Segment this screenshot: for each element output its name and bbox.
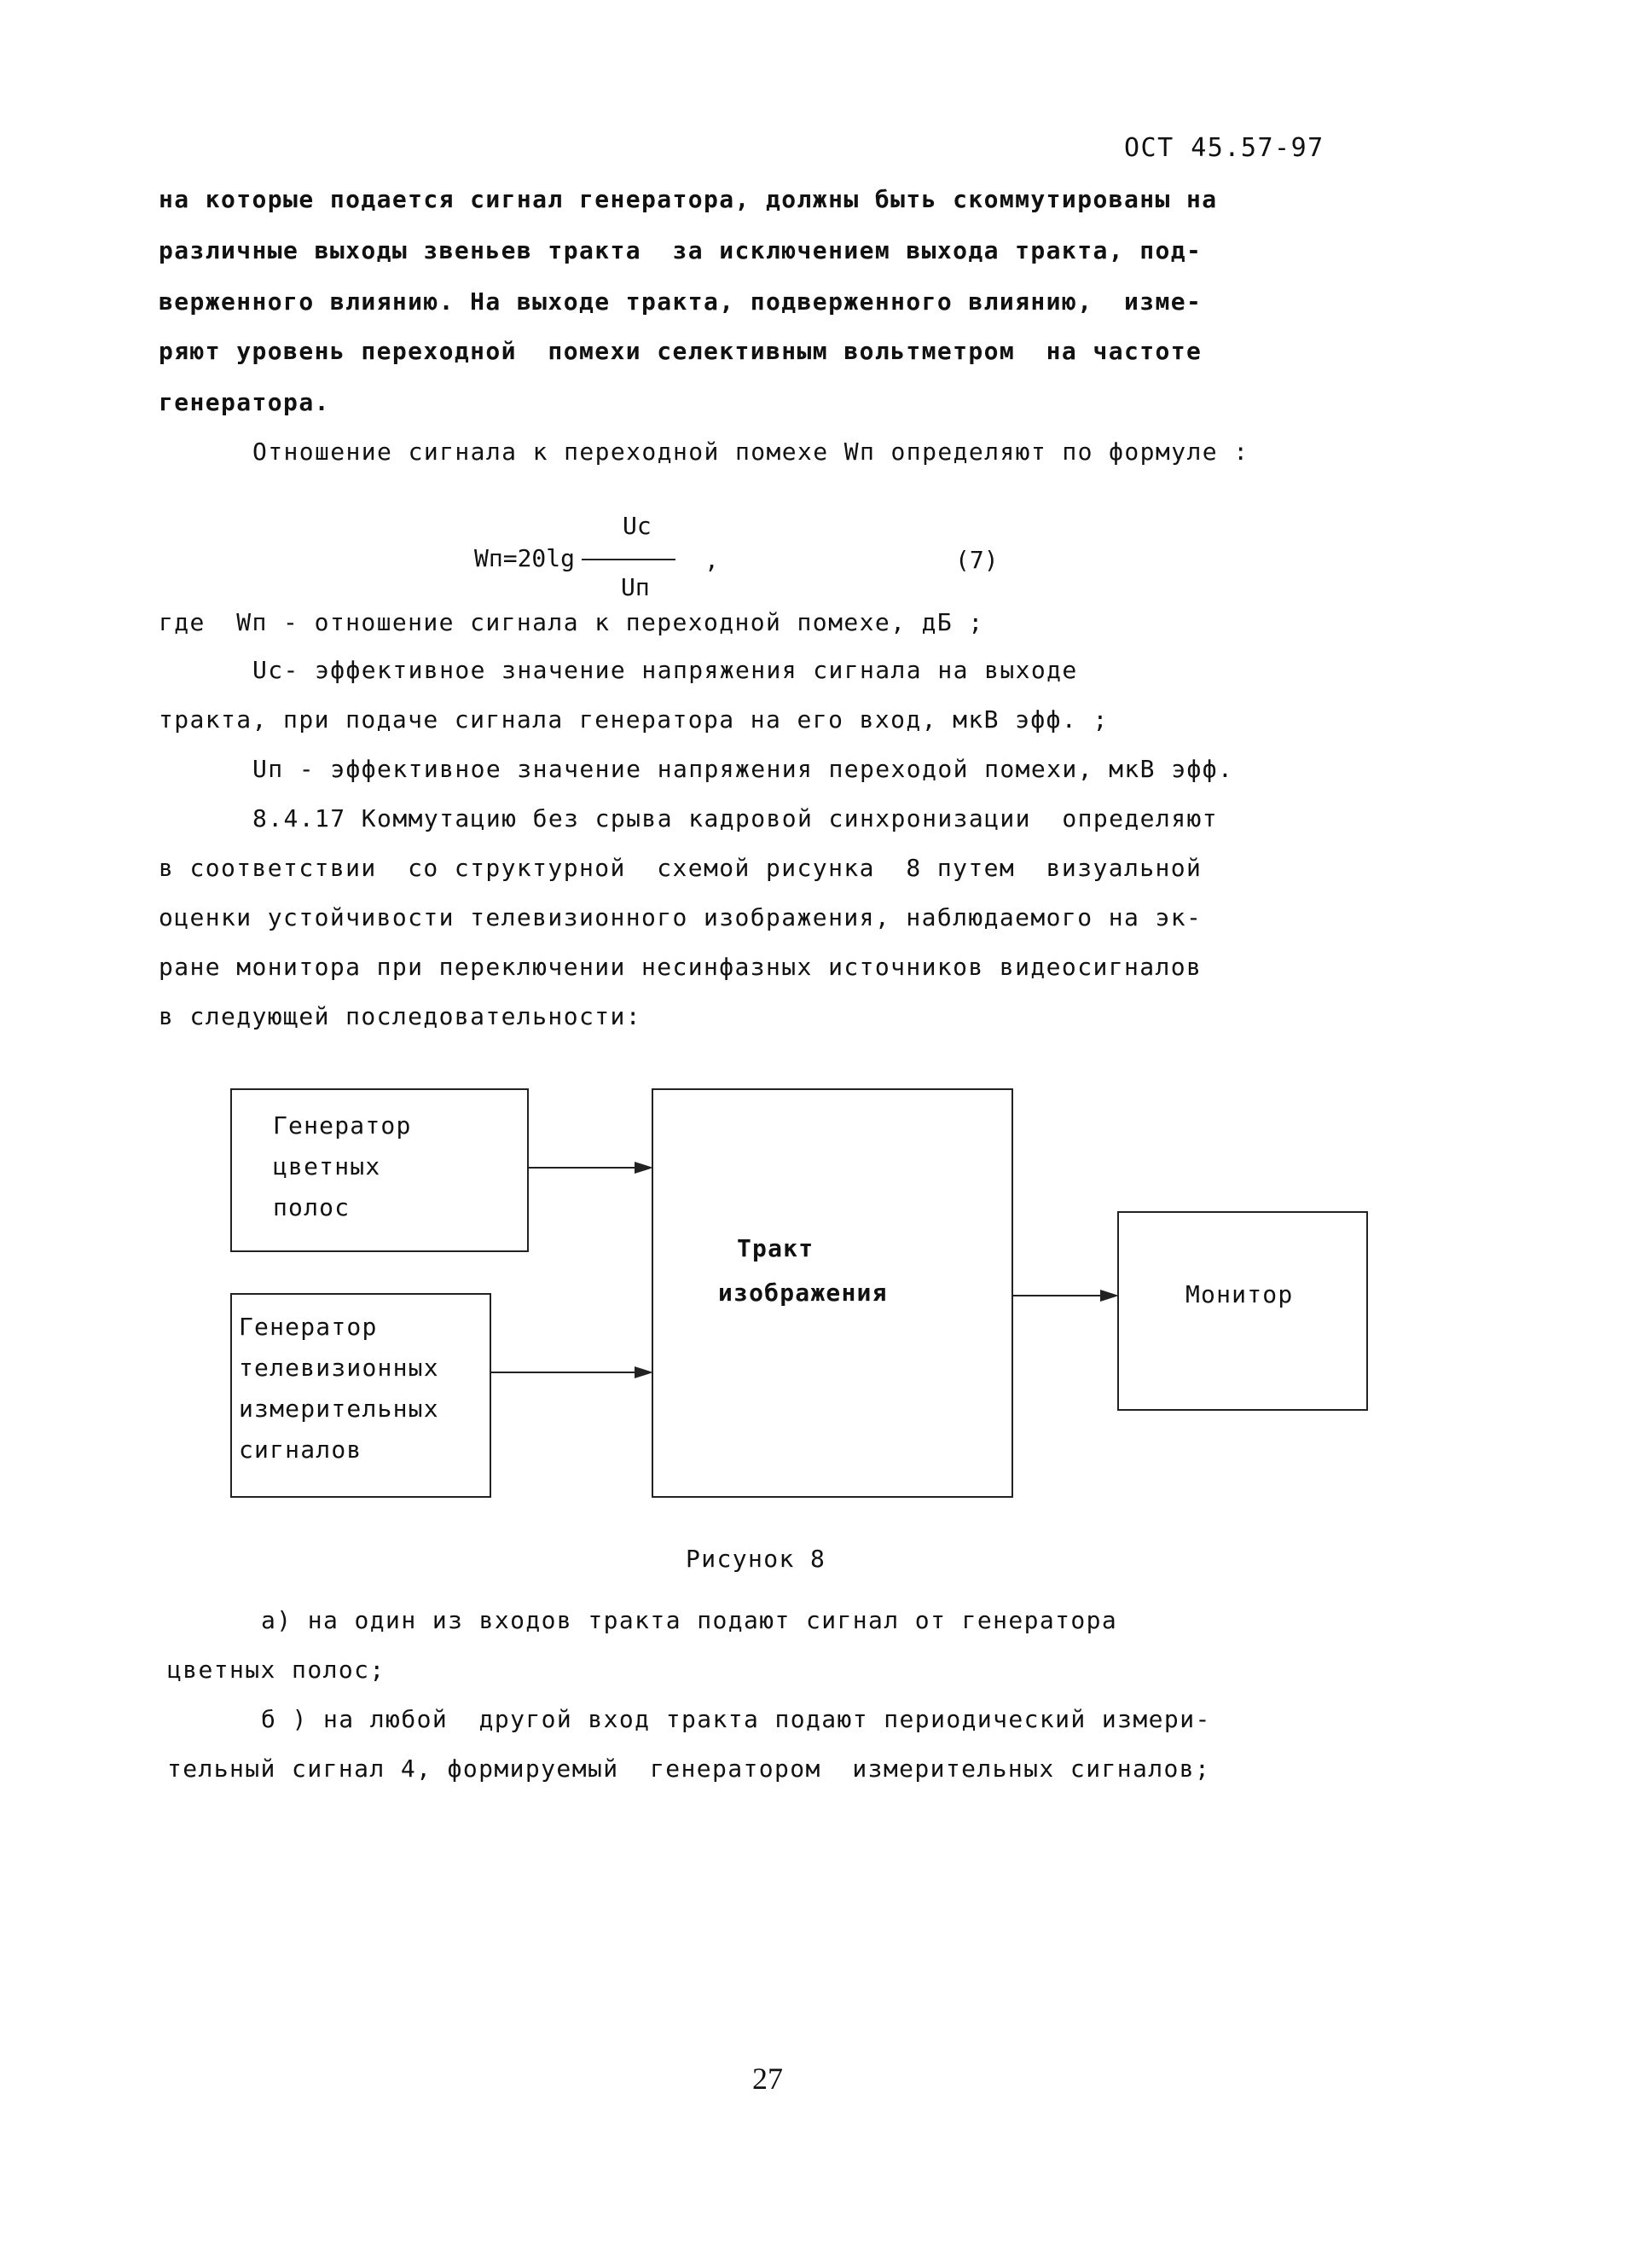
- arrowhead: [1100, 1290, 1119, 1302]
- section-line: в следующей последовательности:: [159, 1002, 641, 1030]
- document-code: ОСТ 45.57-97: [1124, 133, 1324, 163]
- arrow-tv-to-tract: [490, 1372, 636, 1373]
- paragraph-line: на которые подается сигнал генератора, должны быть скоммутированы на: [159, 185, 1218, 213]
- page-number: 27: [752, 2062, 783, 2096]
- definition-line: Uc- эффективное значение напряжения сигнала на выходе: [252, 656, 1078, 684]
- definition-line: тракта, при подаче сигнала генератора на его вход, мкВ эфф. ;: [159, 705, 1109, 734]
- step-line: тельный сигнал 4, формируемый генератором измерительных сигналов;: [167, 1754, 1211, 1783]
- fraction-bar: [582, 559, 675, 560]
- tv-signal-generator-label: Генератор телевизионных измерительных сигналов: [239, 1313, 439, 1464]
- formula-numerator: Uc: [623, 512, 652, 540]
- tract-label: Тракт изображения: [718, 1234, 888, 1307]
- definition-line: где Wп - отношение сигнала к переходной помехе, дБ ;: [159, 608, 984, 636]
- formula-comma: ,: [704, 546, 719, 574]
- definition-line: Uп - эффективное значение напряжения переходой помехи, мкВ эфф.: [252, 755, 1234, 783]
- monitor-label: Монитор: [1185, 1280, 1294, 1308]
- paragraph-line: верженного влиянию. На выходе тракта, подверженного влиянию, изме-: [159, 287, 1203, 316]
- formula-lhs: Wп=20lg: [474, 544, 576, 572]
- section-line: в соответствии со структурной схемой рисунка 8 путем визуальной: [159, 854, 1203, 882]
- step-line: цветных полос;: [167, 1656, 385, 1684]
- paragraph-line: Отношение сигнала к переходной помехе Wп определяют по формуле :: [252, 438, 1249, 466]
- formula-denominator: Uп: [621, 573, 650, 601]
- arrowhead: [635, 1366, 653, 1378]
- paragraph-line: генератора.: [159, 388, 330, 416]
- arrow-tract-to-monitor: [1011, 1295, 1102, 1296]
- step-line: б ) на любой другой вход тракта подают периодический измери-: [261, 1705, 1211, 1733]
- step-line: а) на один из входов тракта подают сигнал от генератора: [261, 1606, 1118, 1634]
- section-line: 8.4.17 Коммутацию без срыва кадровой синхронизации определяют: [252, 804, 1218, 832]
- formula-number: (7): [955, 546, 999, 574]
- figure-caption: Рисунок 8: [686, 1545, 826, 1573]
- section-line: ране монитора при переключении несинфазных источников видеосигналов: [159, 953, 1203, 981]
- arrowhead: [635, 1162, 653, 1174]
- paragraph-line: ряют уровень переходной помехи селективным вольтметром на частоте: [159, 337, 1203, 365]
- color-bar-generator-label: Генератор цветных полос: [273, 1111, 412, 1221]
- paragraph-line: различные выходы звеньев тракта за исключением выхода тракта, под-: [159, 236, 1203, 264]
- section-line: оценки устойчивости телевизионного изображения, наблюдаемого на эк-: [159, 903, 1203, 931]
- arrow-color-to-tract: [527, 1167, 636, 1169]
